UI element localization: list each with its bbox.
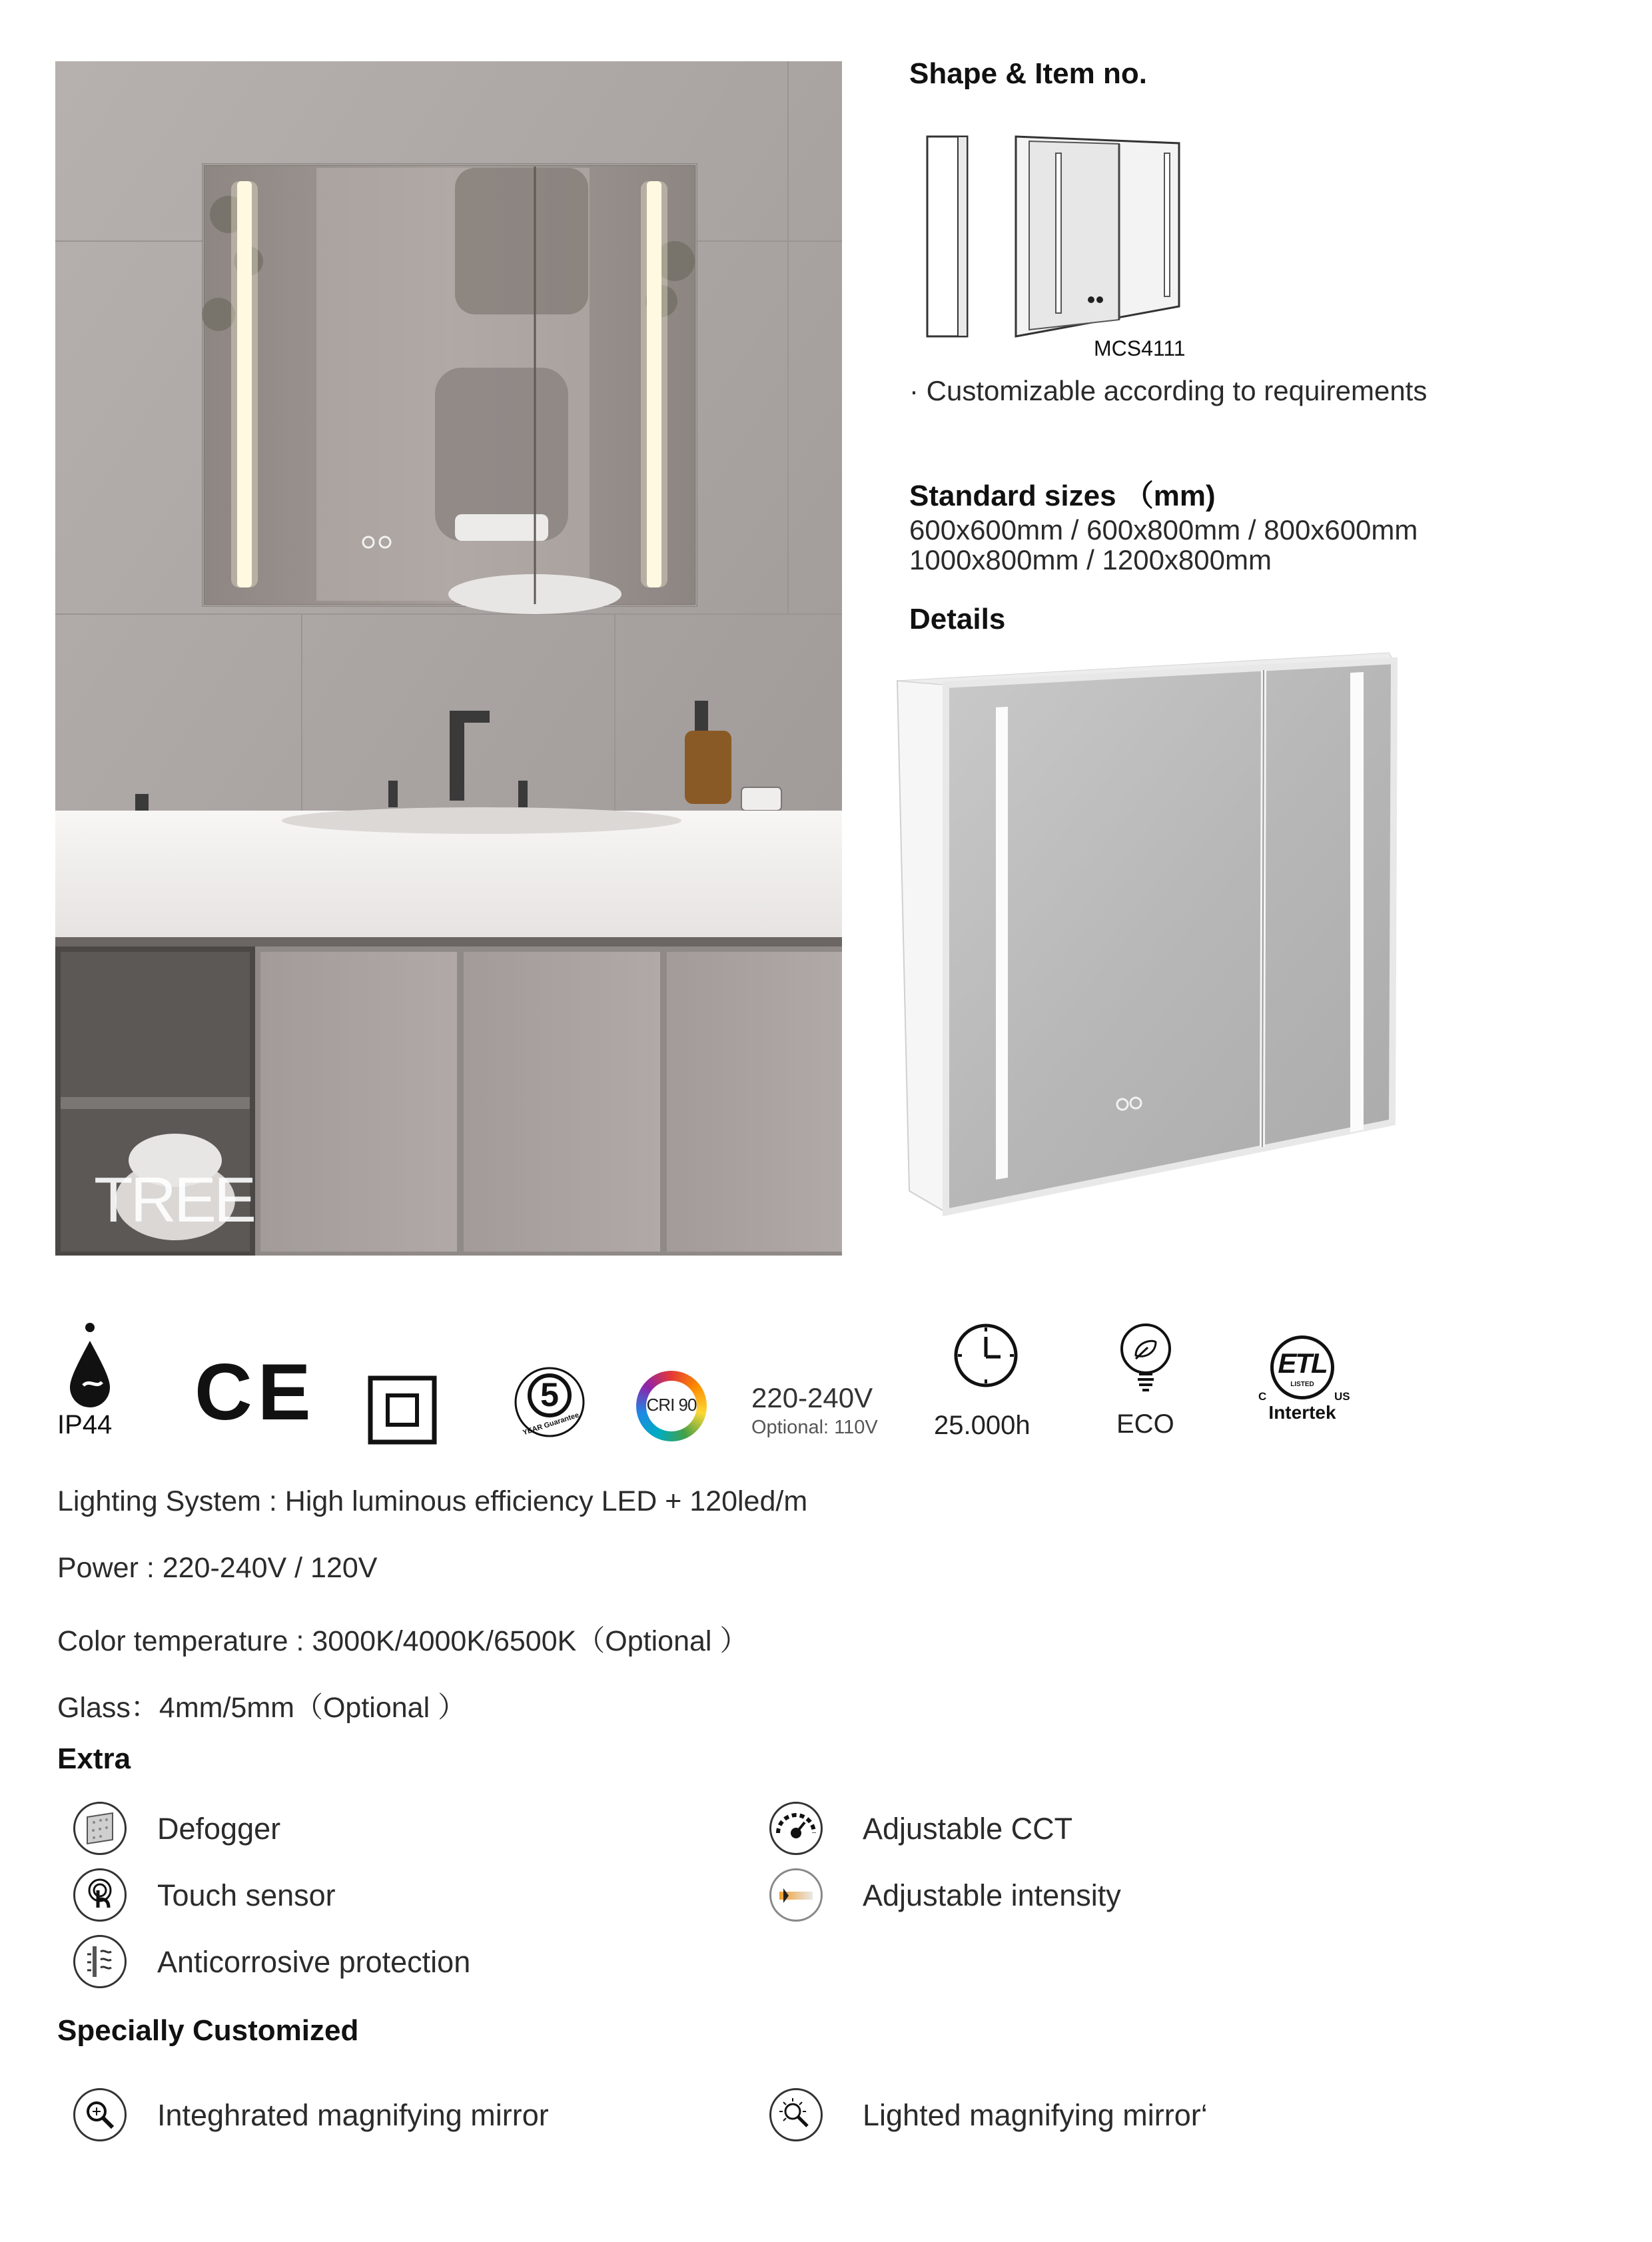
watermark-text: TREE bbox=[94, 1164, 254, 1236]
customizable-note: · Customizable according to requirements bbox=[909, 375, 1428, 406]
details-image bbox=[889, 646, 1409, 1219]
warranty-badge bbox=[513, 1365, 586, 1439]
etl-listed: LISTED bbox=[1290, 1381, 1314, 1388]
ce-mark-icon: CE bbox=[195, 1347, 316, 1437]
extra-item-anticorrosive: Anticorrosive protection bbox=[157, 1945, 471, 1979]
spec-color-temp: Color temperature : 3000K/4000K/6500K（Optional ） bbox=[57, 1625, 749, 1657]
custom-item-lighted-magnifier: Lighted magnifying mirror‘ bbox=[863, 2098, 1208, 2132]
sizes-line-1: 600x600mm / 600x800mm / 800x600mm bbox=[909, 514, 1418, 546]
ip44-label: IP44 bbox=[57, 1410, 113, 1439]
extra-heading: Extra bbox=[57, 1742, 131, 1775]
voltage-optional: Optional: 110V bbox=[751, 1417, 878, 1438]
spec-lighting: Lighting System : High luminous efficiency LED + 120led/m bbox=[57, 1485, 808, 1517]
custom-item-integrated-magnifier: Integhrated magnifying mirror bbox=[157, 2098, 549, 2132]
etl-us: US bbox=[1334, 1390, 1350, 1403]
etl-mark: ETL bbox=[1278, 1347, 1327, 1379]
spec-glass: Glass：4mm/5mm（Optional ） bbox=[57, 1692, 467, 1724]
clock-icon bbox=[953, 1322, 1019, 1389]
item-number: MCS4111 bbox=[1094, 336, 1186, 360]
adjustable-cct-icon bbox=[769, 1802, 823, 1855]
sizes-line-2: 1000x800mm / 1200x800mm bbox=[909, 544, 1272, 575]
touch-sensor-icon bbox=[73, 1868, 127, 1922]
warranty-number: 5 bbox=[540, 1376, 559, 1413]
extra-item-adjustable-cct: Adjustable CCT bbox=[863, 1812, 1073, 1846]
adjustable-intensity-icon bbox=[769, 1868, 823, 1922]
extra-item-touch-sensor: Touch sensor bbox=[157, 1878, 336, 1912]
etl-listed-icon bbox=[1256, 1335, 1349, 1422]
cri-badge bbox=[636, 1371, 707, 1441]
eco-bulb-icon bbox=[1116, 1322, 1176, 1399]
magnifier-icon bbox=[73, 2088, 127, 2141]
details-heading: Details bbox=[909, 603, 1006, 635]
cri-label: CRI 90 bbox=[646, 1395, 697, 1415]
anticorrosive-icon bbox=[73, 1935, 127, 1988]
intertek-label: Intertek bbox=[1268, 1402, 1336, 1423]
custom-heading: Specially Customized bbox=[57, 2014, 359, 2047]
warranty-text: YEAR Guarantee bbox=[522, 1411, 580, 1437]
lifetime-label: 25.000h bbox=[934, 1411, 1031, 1440]
double-insulation-icon bbox=[368, 1375, 437, 1445]
shape-diagram bbox=[919, 127, 1199, 340]
lighted-magnifier-icon bbox=[769, 2088, 823, 2141]
shape-heading: Shape & Item no. bbox=[909, 57, 1147, 90]
spec-power: Power : 220-240V / 120V bbox=[57, 1552, 378, 1584]
etl-c: C bbox=[1258, 1390, 1267, 1403]
water-drop-icon bbox=[63, 1322, 117, 1409]
eco-label: ECO bbox=[1116, 1409, 1174, 1439]
extra-item-adjustable-intensity: Adjustable intensity bbox=[863, 1878, 1121, 1912]
extra-item-defogger: Defogger bbox=[157, 1812, 281, 1846]
defogger-icon bbox=[73, 1802, 127, 1855]
voltage-label: 220-240V bbox=[751, 1382, 873, 1413]
sizes-heading: Standard sizes （mm) bbox=[909, 480, 1216, 512]
hero-image bbox=[55, 61, 842, 1256]
